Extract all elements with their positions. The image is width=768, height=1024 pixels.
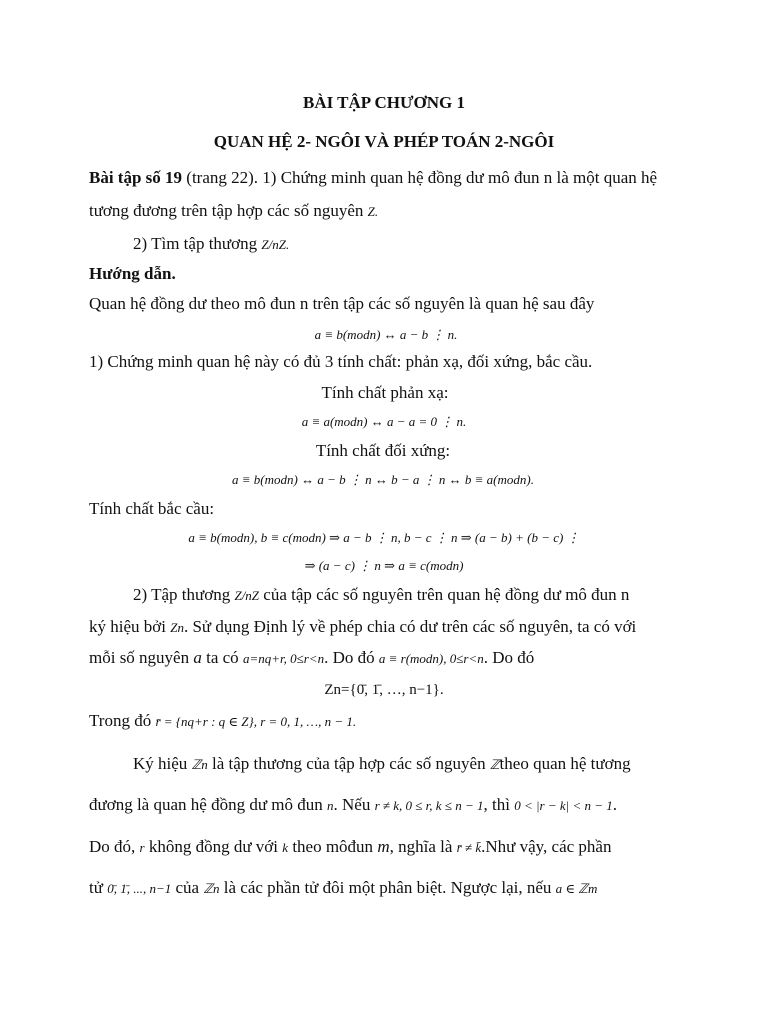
- part-2-rest: của tập các số nguyên trên quan hệ đồng dư mô đun n: [259, 585, 630, 604]
- line-3-not-congruent: không đồng dư với: [144, 837, 283, 856]
- reflexive-formula: a ≡ a(modn) ↔ a − a = 0 ⋮ n.: [301, 414, 467, 429]
- congruence-remainder-formula: a ≡ r(modn), 0≤r<n: [378, 651, 484, 666]
- transitive-formula-2: ⇒ (a − c) ⋮ n ⇒ a ≡ c(modn): [304, 558, 464, 573]
- notation-para-mid: là tập thương của tập hợp các số nguyên: [207, 754, 490, 773]
- notation-para-line-4: [89, 878, 597, 898]
- part-2-lead: 2) Tập thương: [133, 585, 235, 604]
- line-3-meaning: , nghĩa là: [389, 837, 457, 856]
- inequality-formula: 0 < |r − k| < n − 1: [514, 798, 613, 813]
- quotient-set: Z/nZ.: [261, 237, 290, 252]
- question-2-text: 2) Tìm tập thương: [133, 234, 262, 253]
- var-r: r: [139, 840, 145, 855]
- zn-symbol: Zn: [170, 620, 184, 635]
- classes-not-equal: r̄ ≠ k̄: [456, 840, 482, 855]
- residue-class-formula: r̄ = {nq+r : q ∈ Z}, r = 0, 1, …, n − 1.: [155, 714, 357, 729]
- division-lead: mỗi số nguyên: [89, 648, 194, 667]
- line-2-lead: đương là quan hệ đồng dư mô đun: [89, 795, 327, 814]
- line-3-end: .Như vậy, các phần: [481, 837, 612, 856]
- division-mid: ta có: [201, 648, 243, 667]
- line-3-lead: Do đó,: [89, 837, 140, 856]
- part-2-line-1: [133, 585, 629, 605]
- zn-set-formula: [324, 682, 443, 699]
- element-list: 0̄, 1̄, ..., n−1: [107, 881, 172, 896]
- var-k: k: [282, 840, 289, 855]
- part-2-line-2: [89, 617, 636, 637]
- quotient-set-inline: Z/nZ: [234, 588, 260, 603]
- line-4-of: của: [171, 878, 204, 897]
- proof-part-1: 1) Chứng minh quan hệ này có đủ 3 tính chất: phản xạ, đối xứng, bắc cầu.: [89, 352, 593, 371]
- exercise-line-2: [89, 201, 378, 221]
- symmetric-formula: a ≡ b(modn) ↔ a − b ⋮ n ↔ b − a ⋮ n ↔ b ≡ a(modn).: [232, 472, 534, 487]
- notation-para-line-2: [89, 795, 617, 815]
- notation-lead: ký hiệu bởi: [89, 617, 171, 636]
- line-2-if: . Nếu: [333, 795, 375, 814]
- intro-paragraph: Quan hệ đồng dư theo mô đun n trên tập các số nguyên là quan hệ sau đây: [89, 294, 595, 313]
- chapter-subtitle: QUAN HỆ 2- NGÔI VÀ PHÉP TOÁN 2-NGÔI: [213, 132, 555, 151]
- division-therefore: . Do đó: [324, 648, 379, 667]
- division-formula: a=nq+r, 0≤r<n: [242, 651, 325, 666]
- zn-rhs: }.: [432, 682, 444, 698]
- where-lead: Trong đó: [89, 711, 156, 730]
- exercise-line-2-text: tương đương trên tập hợp các số nguyên: [89, 201, 368, 220]
- z-blackboard-symbol: ℤ: [489, 757, 500, 772]
- line-2-end: .: [612, 795, 618, 814]
- hint-heading: Hướng dẫn.: [89, 264, 176, 283]
- zn-blackboard-symbol: ℤn: [191, 757, 208, 772]
- symmetric-label: Tính chất đối xứng:: [315, 441, 451, 460]
- membership-formula: a ∈ ℤm: [555, 881, 598, 896]
- line-3-modulo: theo môđun: [288, 837, 378, 856]
- notation-para-end: theo quan hệ tương: [499, 754, 631, 773]
- exercise-label: Bài tập số 19: [89, 168, 183, 187]
- exercise-line-1: [89, 168, 657, 188]
- line-2-then: , thì: [483, 795, 515, 814]
- notation-para-lead: Ký hiệu: [133, 754, 192, 773]
- zn-symbol-2: ℤn: [203, 881, 220, 896]
- zn-elements: 0̄, 1̄, …, n−1: [356, 682, 433, 698]
- division-end: . Do đó: [483, 648, 535, 667]
- notation-para-line-1: [133, 754, 631, 774]
- where-line: [89, 711, 356, 731]
- exercise-text: (trang 22). 1) Chứng minh quan hệ đồng dư mô đun n là một quan hệ: [182, 168, 658, 187]
- line-4-lead: tử: [89, 878, 108, 897]
- set-z-symbol: Z.: [367, 204, 379, 219]
- question-2: [133, 234, 289, 254]
- notation-para-line-3: [89, 837, 611, 857]
- transitive-label: Tính chất bắc cầu:: [89, 499, 215, 518]
- var-n: n: [327, 798, 334, 813]
- zn-lhs: Zn={: [324, 682, 357, 698]
- congruence-definition: a ≡ b(modn) ↔ a − b ⋮ n.: [314, 327, 458, 342]
- var-m: m: [377, 837, 390, 856]
- condition-formula: r ≠ k, 0 ≤ r, k ≤ n − 1: [374, 798, 484, 813]
- notation-rest: . Sử dụng Định lý về phép chia có dư trên các số nguyên, ta có với: [183, 617, 637, 636]
- line-4-distinct: là các phần tử đôi một phân biệt. Ngược lại, nếu: [219, 878, 556, 897]
- chapter-title: BÀI TẬP CHƯƠNG 1: [303, 93, 465, 112]
- transitive-formula-1: a ≡ b(modn), b ≡ c(modn) ⇒ a − b ⋮ n, b − c ⋮ n ⇒ (a − b) + (b − c) ⋮: [188, 530, 580, 545]
- var-a: a: [193, 648, 202, 667]
- reflexive-label: Tính chất phản xạ:: [321, 383, 449, 402]
- part-2-line-3: [89, 648, 534, 668]
